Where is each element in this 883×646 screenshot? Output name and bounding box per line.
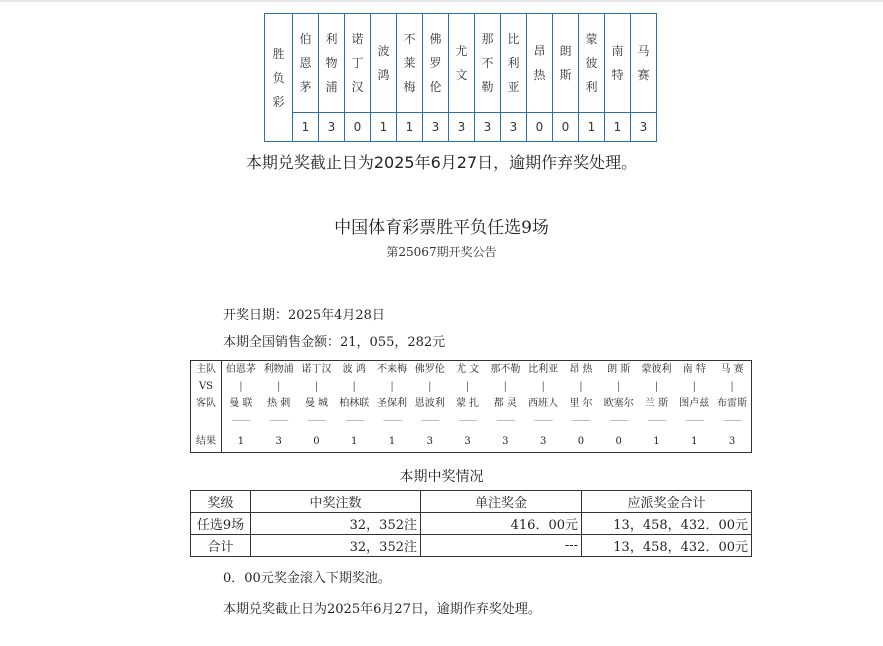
team-cell: 那 不 勒 [475, 14, 501, 113]
result-cell: 1 [605, 113, 631, 142]
vs-mark: | [276, 381, 281, 392]
sum-unit: --- [421, 535, 582, 557]
home-team: 波 鸿 [342, 364, 366, 375]
result-cell: 1 [397, 113, 423, 142]
match-column [449, 361, 487, 452]
top-divider [0, 0, 883, 2]
deadline-note-top: 本期兑奖截止日为2025年6月27日，逾期作弃奖处理。 [245, 153, 638, 172]
match-result: 0 [313, 436, 320, 447]
label-vs: VS [198, 381, 214, 392]
team-cell: 比 利 亚 [501, 14, 527, 113]
result-cell: 3 [423, 113, 449, 142]
header-level: 奖级 [191, 491, 251, 513]
vs-mark: | [692, 381, 696, 392]
result-cell: 1 [293, 113, 319, 142]
match-result: 3 [275, 436, 282, 447]
home-team: 蒙彼利 [641, 364, 672, 375]
match-column [713, 361, 751, 452]
lottery-result-table [264, 13, 657, 142]
away-team: 曼 联 [229, 398, 253, 409]
match-result: 1 [691, 436, 698, 447]
home-team: 伯恩茅 [225, 364, 256, 375]
match-result: 0 [577, 436, 585, 447]
team-cell: 波 鸿 [371, 14, 397, 113]
label-away: 客队 [196, 398, 216, 409]
team-cell: 利 物 浦 [319, 14, 345, 113]
match-result: 3 [539, 436, 547, 447]
label-home: 主队 [196, 364, 216, 375]
match-column [411, 361, 449, 452]
match-result: 1 [237, 436, 245, 447]
home-team: 比利亚 [528, 364, 559, 375]
sum-label: 合计 [191, 535, 251, 557]
home-team: 利物浦 [263, 364, 294, 375]
away-team: 兰 斯 [644, 398, 669, 409]
team-cell: 诺 丁 汉 [345, 14, 371, 113]
away-team: 热 刺 [267, 398, 291, 409]
away-team: 欧塞尔 [603, 398, 634, 409]
header-total-prize: 应派奖金合计 [582, 491, 752, 513]
away-team: 曼 城 [304, 398, 329, 409]
label-result: 结果 [196, 436, 216, 447]
separator-line: —— [496, 415, 515, 426]
home-team: 南 特 [682, 364, 706, 375]
away-team: 里 尔 [569, 398, 593, 409]
deadline-note: 本期兑奖截止日为2025年6月27日，逾期作弃奖处理。 [223, 602, 541, 617]
prize-winners: 32，352注 [251, 513, 421, 535]
vs-mark: | [465, 381, 470, 392]
team-cell: 伯 恩 茅 [293, 14, 319, 113]
result-cell: 0 [527, 113, 553, 142]
result-cell: 3 [475, 113, 501, 142]
prize-level: 任选9场 [191, 513, 251, 535]
team-cell: 南 特 [605, 14, 631, 113]
match-results-grid [190, 360, 752, 453]
separator-line: —— [723, 415, 742, 426]
result-cell: 1 [371, 113, 397, 142]
match-result: 1 [388, 436, 396, 447]
home-team: 不来梅 [377, 364, 408, 375]
team-cell: 蒙 彼 利 [579, 14, 605, 113]
prize-table-header [191, 491, 752, 513]
team-cell: 佛 罗 伦 [423, 14, 449, 113]
separator-line: —— [609, 415, 628, 426]
away-team: 柏林联 [339, 398, 370, 409]
match-column [600, 361, 638, 452]
vs-mark: | [617, 381, 621, 392]
vs-mark: | [314, 381, 319, 392]
team-cell: 朗 斯 [553, 14, 579, 113]
team-cell: 不 莱 梅 [397, 14, 423, 113]
separator-line: —— [231, 415, 250, 426]
match-result: 3 [728, 436, 736, 447]
separator-line: —— [420, 415, 439, 426]
home-team: 朗 斯 [607, 364, 631, 375]
lottery-type-label: 胜 负 彩 [265, 14, 293, 142]
home-team: 尤 文 [455, 364, 480, 375]
vs-mark: | [390, 381, 394, 392]
separator-line: —— [345, 415, 364, 426]
vs-mark: | [352, 381, 356, 392]
match-result: 3 [426, 436, 433, 447]
rollover-note: 0．00元奖金滚入下期奖池。 [223, 571, 391, 586]
match-column [562, 361, 600, 452]
sum-total: 13，458，432．00元 [582, 535, 752, 557]
prize-unit: 416．00元 [421, 513, 582, 535]
home-team: 佛罗伦 [414, 364, 445, 375]
separator-line: —— [307, 415, 326, 426]
away-team: 图卢兹 [679, 398, 710, 409]
result-cell: 3 [501, 113, 527, 142]
sum-winners: 32，352注 [251, 535, 421, 557]
result-cell: 3 [631, 113, 657, 142]
prize-sum-row [191, 535, 752, 557]
vs-mark: | [654, 381, 659, 392]
prize-section-title: 本期中奖情况 [399, 469, 484, 485]
home-team: 诺丁汉 [301, 364, 332, 375]
away-team: 都 灵 [493, 398, 517, 409]
team-cell: 昂 热 [527, 14, 553, 113]
match-column [373, 361, 411, 452]
match-column [638, 361, 676, 452]
match-result: 1 [351, 436, 358, 447]
announcement-subtitle: 第25067期开奖公告 [386, 245, 497, 259]
away-team: 西班人 [528, 398, 559, 409]
away-team: 恩波利 [414, 398, 445, 409]
vs-mark: | [579, 381, 583, 392]
away-team: 圣保利 [377, 398, 408, 409]
home-team: 那不勒 [490, 364, 521, 375]
match-column [524, 361, 562, 452]
match-column [486, 361, 524, 452]
home-team: 昂 热 [569, 364, 593, 375]
result-cell: 0 [553, 113, 579, 142]
match-column [260, 361, 298, 452]
sales-amount: 本期全国销售金额：21，055，282元 [223, 335, 446, 350]
match-result: 3 [502, 436, 509, 447]
separator-line: —— [383, 415, 402, 426]
result-cell: 1 [579, 113, 605, 142]
match-result: 0 [615, 436, 622, 447]
match-column [675, 361, 713, 452]
vs-mark: | [239, 381, 243, 392]
result-cell: 0 [345, 113, 371, 142]
grid-row-labels [191, 361, 222, 452]
match-column [298, 361, 336, 452]
team-cell: 尤 文 [449, 14, 475, 113]
separator-line: —— [534, 415, 553, 426]
away-team: 蒙 扎 [455, 398, 480, 409]
home-team: 马 赛 [720, 364, 744, 375]
match-result: 3 [464, 436, 471, 447]
vs-mark: | [730, 381, 734, 392]
match-column [335, 361, 373, 452]
vs-mark: | [503, 381, 508, 392]
result-cell: 3 [449, 113, 475, 142]
match-column [222, 361, 260, 452]
separator-line: —— [458, 415, 477, 426]
vs-mark: | [428, 381, 432, 392]
separator-line: —— [269, 415, 288, 426]
separator-line: —— [647, 415, 666, 426]
separator-line: —— [685, 415, 704, 426]
prize-table [190, 490, 752, 557]
header-winners: 中奖注数 [251, 491, 421, 513]
result-cell: 3 [319, 113, 345, 142]
header-unit-prize: 单注奖金 [421, 491, 582, 513]
vs-mark: | [541, 381, 545, 392]
draw-date: 开奖日期：2025年4月28日 [223, 308, 385, 323]
announcement-title: 中国体育彩票胜平负任选9场 [334, 218, 549, 238]
match-result: 1 [653, 436, 660, 447]
team-cell: 马 赛 [631, 14, 657, 113]
prize-total: 13，458，432．00元 [582, 513, 752, 535]
prize-row [191, 513, 752, 535]
separator-line: —— [571, 415, 590, 426]
away-team: 布雷斯 [717, 398, 748, 409]
